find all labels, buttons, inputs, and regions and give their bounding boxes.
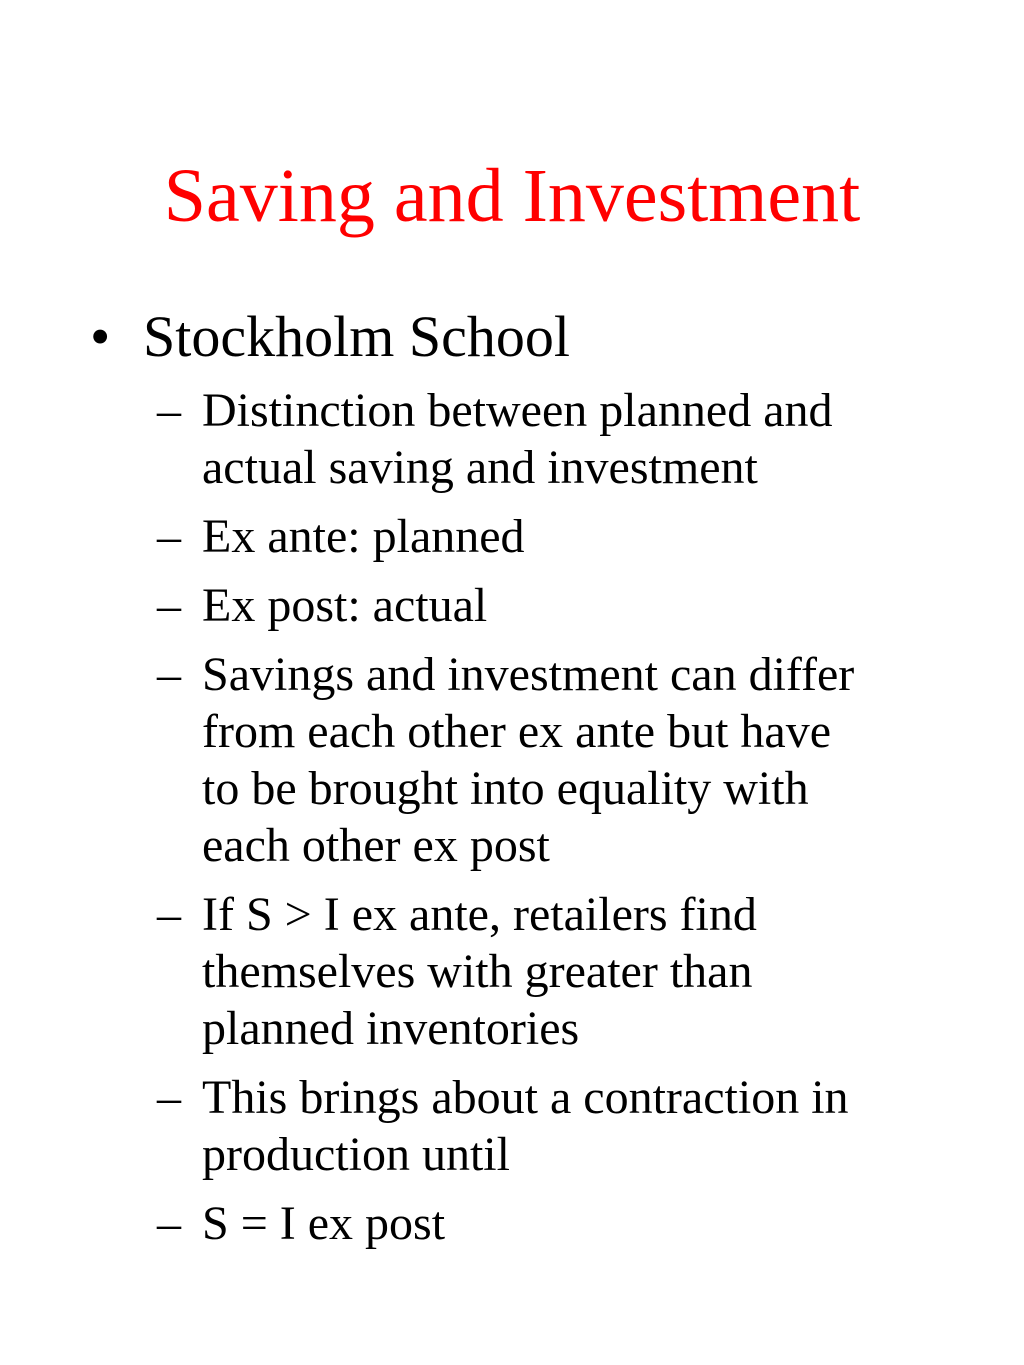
sub-bullet-line: from each other ex ante but have bbox=[202, 705, 832, 758]
sub-bullet-list bbox=[157, 382, 957, 1264]
dash-marker: – bbox=[157, 1071, 181, 1124]
dash-marker: – bbox=[157, 579, 181, 632]
sub-bullet-line: Ex post: actual bbox=[202, 579, 488, 632]
dash-marker: – bbox=[157, 510, 181, 563]
sub-bullet-line: Distinction between planned and bbox=[202, 384, 833, 437]
slide-title: Saving and Investment bbox=[163, 154, 861, 238]
sub-bullet-item bbox=[157, 382, 957, 496]
sub-bullet-line: planned inventories bbox=[202, 1002, 580, 1055]
sub-bullet-item bbox=[157, 577, 957, 634]
sub-bullet-item bbox=[157, 1069, 957, 1183]
sub-bullet-line: This brings about a contraction in bbox=[202, 1071, 849, 1124]
bullet-marker: • bbox=[90, 304, 111, 369]
sub-bullet-line: actual saving and investment bbox=[202, 441, 758, 494]
main-bullet-text: Stockholm School bbox=[143, 304, 570, 369]
dash-marker: – bbox=[157, 1197, 181, 1250]
sub-bullet-line: S = I ex post bbox=[202, 1197, 446, 1250]
dash-marker: – bbox=[157, 648, 181, 701]
sub-bullet-line: If S > I ex ante, retailers find bbox=[202, 888, 757, 941]
dash-marker: – bbox=[157, 888, 181, 941]
sub-bullet-line: Ex ante: planned bbox=[202, 510, 525, 563]
sub-bullet-item bbox=[157, 508, 957, 565]
sub-bullet-line: each other ex post bbox=[202, 819, 550, 872]
sub-bullet-item bbox=[157, 646, 957, 874]
sub-bullet-line: to be brought into equality with bbox=[202, 762, 809, 815]
sub-bullet-line: themselves with greater than bbox=[202, 945, 753, 998]
sub-bullet-item bbox=[157, 1195, 957, 1252]
sub-bullet-line: production until bbox=[202, 1128, 510, 1181]
sub-bullet-line: Savings and investment can differ bbox=[202, 648, 855, 701]
sub-bullet-item bbox=[157, 886, 957, 1057]
dash-marker: – bbox=[157, 384, 181, 437]
